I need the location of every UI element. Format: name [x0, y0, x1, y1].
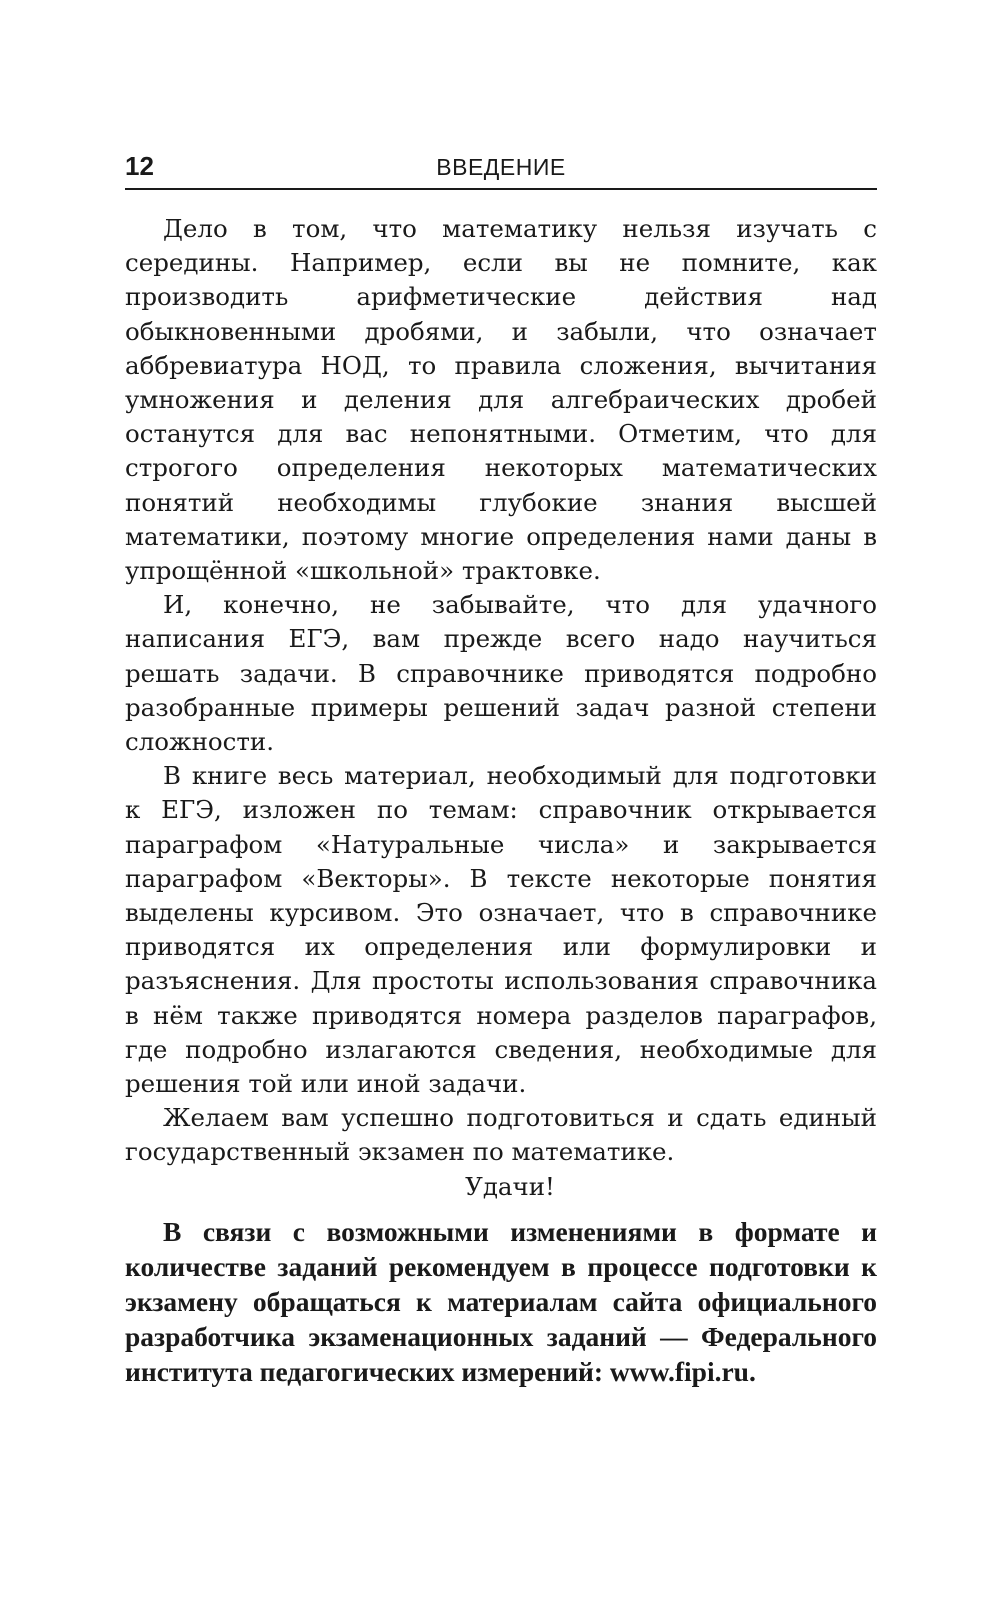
running-head	[125, 140, 877, 190]
notice-text: В связи с возможными изменениями в формате и количестве заданий рекомендуем в процессе подготовки к экзамену обращаться к материалам сайта официального разработчика экзаменационных заданий — Федерального института педагогических измерений: www.fipi.ru.	[125, 1215, 877, 1387]
paragraph-1: Дело в том, что математику нельзя изучать с середины. Например, если вы не помните, как производить арифметические действия над обыкновенными дробями, и забыли, что означает аббревиатура НОД, то правила сложения, вычитания умножения и деления для алгебраических дробей останутся для вас непонятными. Отметим, что для строгого определения некоторых математических понятий необходимы глубокие знания высшей математики, поэтому многие определения нами даны в упрощённой «школьной» трактовке.	[125, 214, 877, 586]
body-text	[125, 212, 877, 1204]
section-title: ВВЕДЕНИЕ	[436, 154, 566, 180]
closing-wish: Удачи!	[465, 1171, 555, 1201]
paragraph-4: Желаем вам успешно подготовиться и сдать единый государственный экзамен по математике.	[125, 1103, 877, 1167]
book-page	[125, 140, 877, 1389]
paragraph-3: В книге весь материал, необходимый для подготовки к ЕГЭ, изложен по темам: справочник открывается параграфом «Натуральные числа» и закрывается параграфом «Векторы». В тексте некоторые понятия выделены курсивом. Это означает, что в справочнике приводятся их определения или формулировки и разъяснения. Для простоты использования справочника в нём также приводятся номера разделов параграфов, где подробно излагаются сведения, необходимые для решения той или иной задачи.	[125, 761, 877, 1099]
fipi-notice	[125, 1214, 877, 1389]
paragraph-2: И, конечно, не забывайте, что для удачного написания ЕГЭ, вам прежде всего надо научиться решать задачи. В справочнике приводятся подробно разобранные примеры решений задач разной степени сложности.	[125, 590, 877, 757]
page-number: 12	[125, 151, 154, 181]
